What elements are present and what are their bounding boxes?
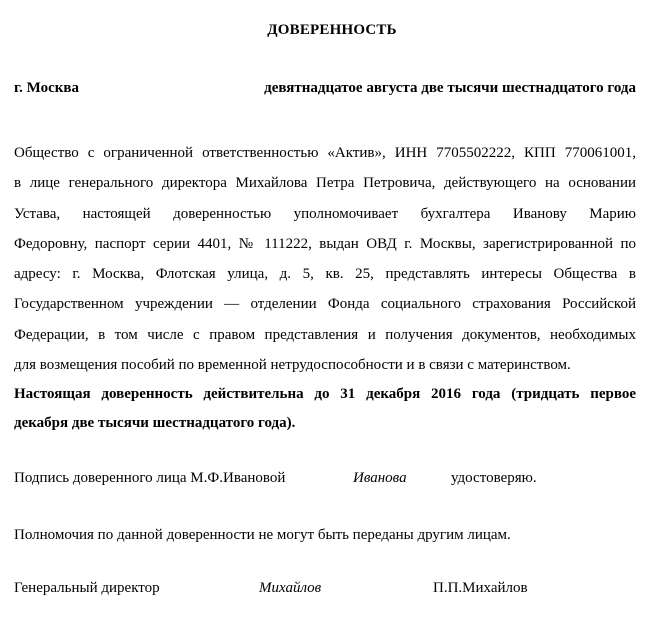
body-line: Общество с ограниченной ответственностью «Актив», ИНН 7705502222, КПП 770061001, — [14, 145, 636, 161]
certify-text: удостоверяю. — [451, 470, 537, 486]
body-line: адресу: г. Москва, Флотская улица, д. 5, кв. 25, представлять интересы Общества в — [14, 266, 636, 283]
body-line: для возмещения пособий по временной нетрудоспособности и в связи с материнством. — [14, 357, 571, 374]
city-date-line — [14, 80, 636, 97]
trustee-signature-row — [14, 470, 636, 490]
director-name: П.П.Михайлов — [433, 580, 528, 596]
body-line: Устава, настоящей доверенностью уполномочивает бухгалтера Иванову Марию — [14, 205, 636, 222]
body-paragraph — [14, 138, 636, 380]
body-line: Государственном учреждении — отделении Фонда социального страхования Российской — [14, 296, 636, 313]
director-label: Генеральный директор — [14, 580, 160, 596]
director-signature: Михайлов — [259, 580, 322, 596]
trustee-signature: Иванова — [353, 470, 407, 486]
document-title: ДОВЕРЕННОСТЬ — [267, 22, 397, 38]
trustee-signature-label: Подпись доверенного лица М.Ф.Ивановой — [14, 470, 286, 486]
body-line: в лице генерального директора Михайлова Петра Петровича, действующего на основании — [14, 175, 636, 192]
city: г. Москва — [14, 80, 79, 96]
date-text: девятнадцатое августа две тысячи шестнадцатого года — [264, 80, 636, 96]
validity-line: Настоящая доверенность действительна до 31 декабря 2016 года (тридцать первое — [14, 386, 636, 402]
powers-note: Полномочия по данной доверенности не могут быть переданы другим лицам. — [14, 527, 511, 543]
director-signature-row — [14, 580, 636, 600]
body-line: Федоровну, паспорт серии 4401, № 111222, выдан ОВД г. Москвы, зарегистрированной по — [14, 235, 636, 252]
validity-paragraph — [14, 380, 636, 438]
body-line: Федерации, в том числе с правом представления и получения документов, необходимых — [14, 326, 636, 343]
validity-line: декабря две тысячи шестнадцатого года). — [14, 415, 296, 431]
